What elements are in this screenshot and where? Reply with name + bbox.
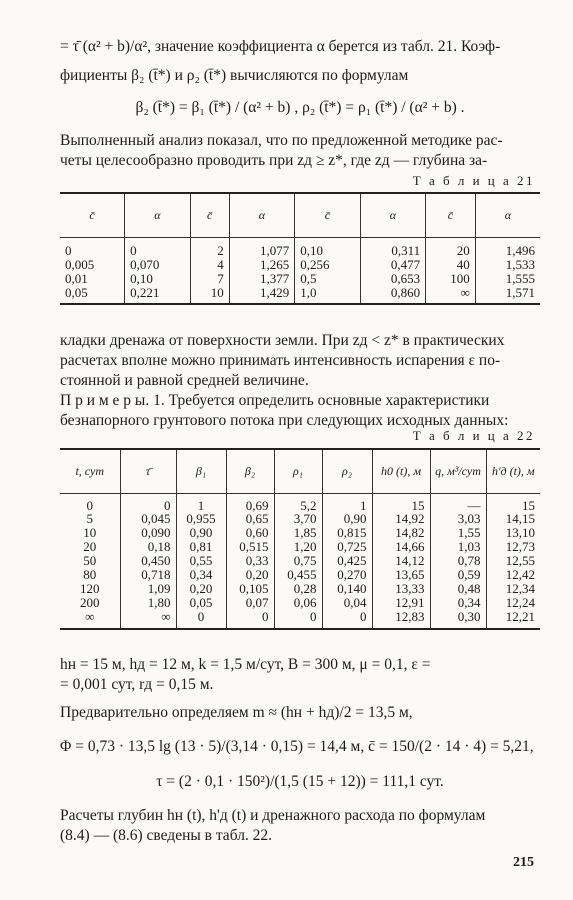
text-line: кладки дренажа от поверхности земли. При zд < z* в практических xyxy=(60,332,505,349)
text-line: фициенты β₂ (t̄*) и ρ₂ (t̄*) вычисляются по формулам xyxy=(60,67,409,84)
table-cell: 0 5 10 20 50 80 120 200 ∞ xyxy=(80,497,100,624)
table-cell: 0 0,070 0,10 0,221 xyxy=(125,237,190,304)
table-header-cell: c̄ xyxy=(295,193,360,237)
table-row xyxy=(60,493,540,629)
table-header-row xyxy=(60,193,540,237)
table-header-cell: β₂ xyxy=(226,449,274,493)
table-header-cell: τ̄ xyxy=(120,449,176,493)
table-cell: 0 0,005 0,01 0,05 xyxy=(65,242,95,300)
table-header-row xyxy=(60,449,540,493)
table-cell: 15 14,15 13,10 12,73 12,55 12,42 12,34 12,24 12,21 xyxy=(486,493,540,629)
table-cell: 5,2 3,70 1,85 1,20 0,75 0,455 0,28 0,06 0 xyxy=(274,493,322,629)
table-header-cell: α xyxy=(475,193,540,237)
table-cell: 0,10 0,256 0,5 1,0 xyxy=(295,237,360,304)
table-header-cell: q, м³/сут xyxy=(430,449,486,493)
table-cell: — 3,03 1,55 1,03 0,78 0,59 0,48 0,34 0,30 xyxy=(430,493,486,629)
text-line: Предварительно определяем m ≈ (hн + hд)/2 = 13,5 м, xyxy=(60,704,413,721)
table-cell: 0,69 0,65 0,60 0,515 0,33 0,20 0,105 0,07 0 xyxy=(226,493,274,629)
table-header-cell: ρ₂ xyxy=(322,449,372,493)
table-cell: 15 14,92 14,82 14,66 14,12 13,65 13,33 12,91 12,83 xyxy=(372,493,430,629)
text-line: = 0,001 сут, rд = 0,15 м. xyxy=(60,676,214,693)
text-line: hн = 15 м, hд = 12 м, k = 1,5 м/сут, B = 300 м, μ = 0,1, ε = xyxy=(60,656,431,673)
table-cell: 2 4 7 10 xyxy=(190,237,229,304)
text-line: (8.4) — (8.6) сведены в табл. 22. xyxy=(60,827,273,844)
text-line: Расчеты глубин hн (t), h'д (t) и дренажного расхода по формулам xyxy=(60,807,486,824)
table-cell: 0 0,045 0,090 0,18 0,450 0,718 1,09 1,80 ∞ xyxy=(120,493,176,629)
text-line: стоянной и равной средней величине. xyxy=(60,372,309,389)
text-line: = τ̄ (α² + b)/α², значение коэффициента α берется из табл. 21. Коэф- xyxy=(60,38,501,55)
formula-line: Φ = 0,73 · 13,5 lg (13 · 5)/(3,14 · 0,15) = 14,4 м, c̄ = 150/(2 · 14 · 4) = 5,21, xyxy=(60,738,534,755)
table-header-cell: c̄ xyxy=(89,207,95,222)
table-header-cell: α xyxy=(229,193,294,237)
formula-line: β₂ (t̄*) = β₁ (t̄*) / (α² + b) , ρ₂ (t̄*) = ρ₁ (t̄*) / (α² + b) . xyxy=(135,99,465,116)
table-header-cell: h0 (t), м xyxy=(372,449,430,493)
table-header-cell: t, сут xyxy=(75,463,105,478)
text-line: четы целесообразно проводить при zд ≥ z*, где zд — глубина за- xyxy=(60,152,488,169)
table-21 xyxy=(60,192,540,305)
table-row xyxy=(60,237,540,304)
text-line: Выполненный анализ показал, что по предложенной методике рас- xyxy=(60,132,503,149)
table-header-cell: c̄ xyxy=(190,193,229,237)
table-header-cell: h'д (t), м xyxy=(486,449,540,493)
table-21-caption: Т а б л и ц а 21 xyxy=(412,173,535,188)
table-header-cell: ρ₁ xyxy=(274,449,322,493)
table-22 xyxy=(60,448,540,630)
table-header-cell: α xyxy=(360,193,425,237)
page-number: 215 xyxy=(513,855,534,870)
table-cell: 20 40 100 ∞ xyxy=(426,237,476,304)
formula-line: τ = (2 · 0,1 · 150²)/(1,5 (15 + 12)) = 111,1 сут. xyxy=(156,773,444,790)
table-header-cell: β₁ xyxy=(176,449,226,493)
table-cell: 1,496 1,533 1,555 1,571 xyxy=(475,237,540,304)
text-line: расчетах вполне можно принимать интенсивность испарения ε по- xyxy=(60,352,501,369)
table-cell: 1 0,955 0,90 0,81 0,55 0,34 0,20 0,05 0 xyxy=(176,493,226,629)
table-cell: 1,077 1,265 1,377 1,429 xyxy=(229,237,294,304)
table-cell: 1 0,90 0,815 0,725 0,425 0,270 0,140 0,04 0 xyxy=(322,493,372,629)
table-header-cell: α xyxy=(125,193,190,237)
text-line: П р и м е р ы. 1. Требуется определить основные характеристики xyxy=(60,392,490,409)
text-line: безнапорного грунтового потока при следующих исходных данных: xyxy=(60,412,509,429)
table-cell: 0,311 0,477 0,653 0,860 xyxy=(360,237,425,304)
table-header-cell: c̄ xyxy=(426,193,476,237)
table-22-caption: Т а б л и ц а 22 xyxy=(412,428,535,443)
